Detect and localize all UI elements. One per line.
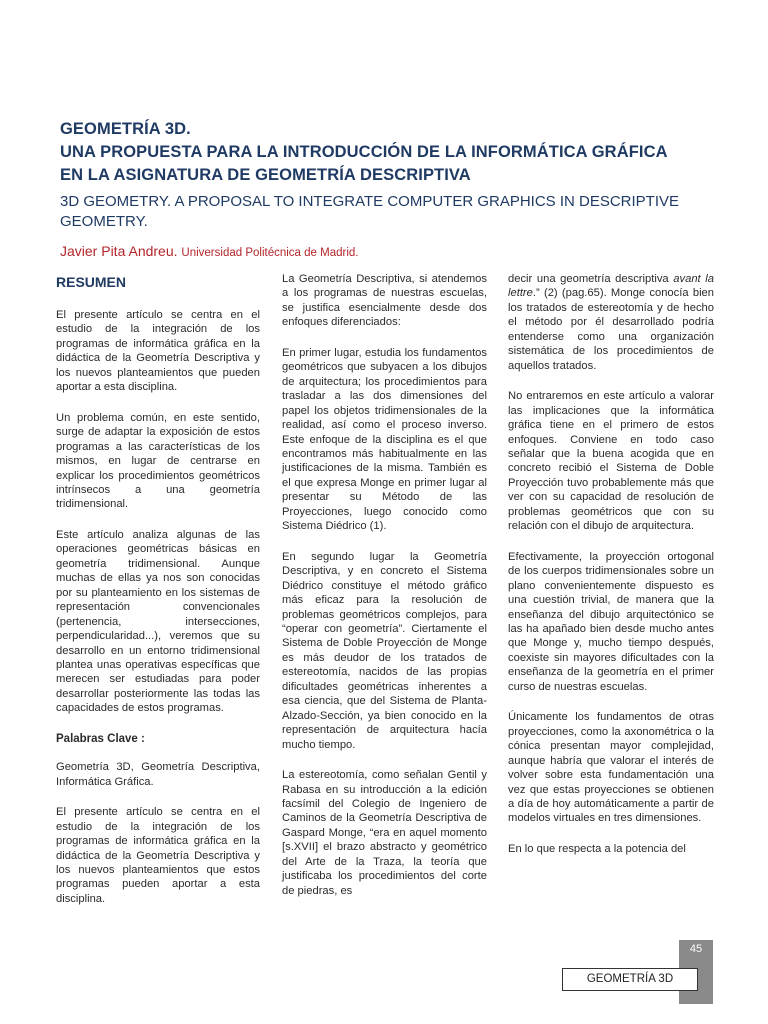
body-paragraph-9: En lo que respecta a la potencia del — [508, 842, 686, 855]
abstract-paragraph-2: Un problema común, en este sentido, surge de adaptar la exposición de estos programas a las características de los mismos, en lugar de centrarse en explicar los procedimientos geométricos intrínsecos a una geometría tridimensional. — [56, 411, 260, 511]
abstract-paragraph-1: El presente artículo se centra en el estudio de la integración de los programas de informática gráfica en la didáctica de la Geometría Descriptiva y los nuevos planteamientos que pueden aportar a esta disciplina. — [56, 309, 260, 394]
body-paragraph-4: La estereotomía, como señalan Gentil y Rabasa en su introducción a la edición facsímil del Colegio de Ingeniero de Caminos de la Geometría Descriptiva de Gaspard Monge, “era en aquel momento [s.XVII] el brazo abstracto y geométrico del Arte de la Traza, la teoría que justificaba los procedimientos del corte de piedras, es — [282, 769, 487, 897]
body-paragraph-7: Efectivamente, la proyección ortogonal de los cuerpos tridimensionales sobre un plano convenientemente dispuesto es una cuestión trivial, de manera que la enseñanza del dibujo arquitectónico se las ha apañado bien desde mucho antes que Monge y, mucho tiempo después, coexiste sin mayores dificultades con la enseñanza de la geometría en el primer curso de nuestras escuelas. — [508, 550, 714, 693]
title-line-1: GEOMETRÍA 3D. — [60, 120, 191, 138]
section-footer-label: GEOMETRÍA 3D — [562, 968, 698, 991]
body-paragraph-5 — [508, 272, 714, 373]
abstract-paragraph-4: El presente artículo se centra en el estudio de la integración de los programas de informática gráfica en la didáctica de la Geometría Descriptiva y los nuevos planteamientos que estos programas pueden aportar a esta disciplina. — [56, 806, 260, 905]
p5-italic: avant la lettre — [508, 273, 714, 300]
column-3 — [508, 272, 714, 872]
author-affiliation: Universidad Politécnica de Madrid. — [181, 247, 359, 259]
article-title — [60, 118, 720, 187]
title-line-3: EN LA ASIGNATURA DE GEOMETRÍA DESCRIPTIVA — [60, 166, 471, 184]
title-line-2: UNA PROPUESTA PARA LA INTRODUCCIÓN DE LA INFORMÁTICA GRÁFICA — [60, 143, 668, 161]
p5-text-a: decir una geometría descriptiva — [508, 273, 674, 285]
keywords-text: Geometría 3D, Geometría Descriptiva, Informática Gráfica. — [56, 761, 260, 788]
body-paragraph-3: En segundo lugar la Geometría Descriptiva, y en concreto el Sistema Diédrico constituye el método gráfico más eficaz para la resolución de problemas geométricos complejos, para “operar con geometría”. Ciertamente el Sistema de Doble Proyección de Monge es más deudor de los tratados de estereotomía, nacidos de las propias dificultades geométricas inherentes a esa ciencia, que del Sistema de Planta-Alzado-Sección, ya bien conocido en la representación de arquitectura hacía mucho tiempo. — [282, 550, 487, 751]
body-paragraph-2: En primer lugar, estudia los fundamentos geométricos que subyacen a los dibujos de arquitectura; los procedimientos para trasladar a las dos dimensiones del papel los objetos tridimensionales de la realidad, así como el proceso inverso. Este enfoque de la disciplina es el que encontramos más habitualmente en las justificaciones de la misma. También es el que expresa Monge en primer lugar al presentar su Método de las Proyecciones, luego conocido como Sistema Diédrico (1). — [282, 346, 487, 533]
abstract-heading: RESUMEN — [56, 274, 127, 290]
p5-text-b: .” (2) (pag.65). Monge conocía bien los tratados de estereotomía y de hecho el método por él desarrollado podría entenderse como una organización sistemática de los procedimientos de aquellos tratados. — [508, 287, 714, 372]
body-paragraph-1: La Geometría Descriptiva, si atendemos a los programas de nuestras escuelas, se justifica esencialmente desde dos enfoques diferenciados: — [282, 273, 487, 329]
author-line — [60, 241, 720, 263]
body-paragraph-8: Únicamente los fundamentos de otras proyecciones, como la axonométrica o la cónica presentan mayor complejidad, aunque habría que valorar el interés de volver sobre esta fundamentación una vez que estas proyecciones se obtienen a día de hoy automáticamente a partir de modelos virtuales en tres dimensiones. — [508, 711, 714, 825]
body-paragraph-6: No entraremos en este artículo a valorar las implicaciones que la informática gráfica tiene en el primero de estos enfoques. Conviene en todo caso señalar que la buena acogida que en concreto recibió el Sistema de Doble Proyección tuvo probablemente más que ver con su capacidad de resolución de problemas geométricos que con su relación con el dibujo de arquitectura. — [508, 390, 714, 533]
abstract-paragraph-3: Este artículo analiza algunas de las operaciones geométricas básicas en geometría tridimensional. Aunque muchas de ellas ya nos son conocidas por su planteamiento en los sistemas de representación convencionales (pertenencia, intersecciones, perpendicularidad...), veremos que su desarrollo en un entorno tridimensional plantea unas operativas específicas que merecen ser estudiadas para poder desarrollar posteriormente las todas las capacidades de estos programas. — [56, 528, 260, 715]
column-2 — [282, 272, 487, 914]
column-1 — [56, 272, 260, 922]
english-subtitle: 3D GEOMETRY. A PROPOSAL TO INTEGRATE COMPUTER GRAPHICS IN DESCRIPTIVE GEOMETRY. — [60, 193, 680, 230]
author-name: Javier Pita Andreu. — [60, 243, 178, 259]
keywords-label: Palabras Clave : — [56, 732, 145, 745]
page-number: 45 — [689, 943, 703, 955]
